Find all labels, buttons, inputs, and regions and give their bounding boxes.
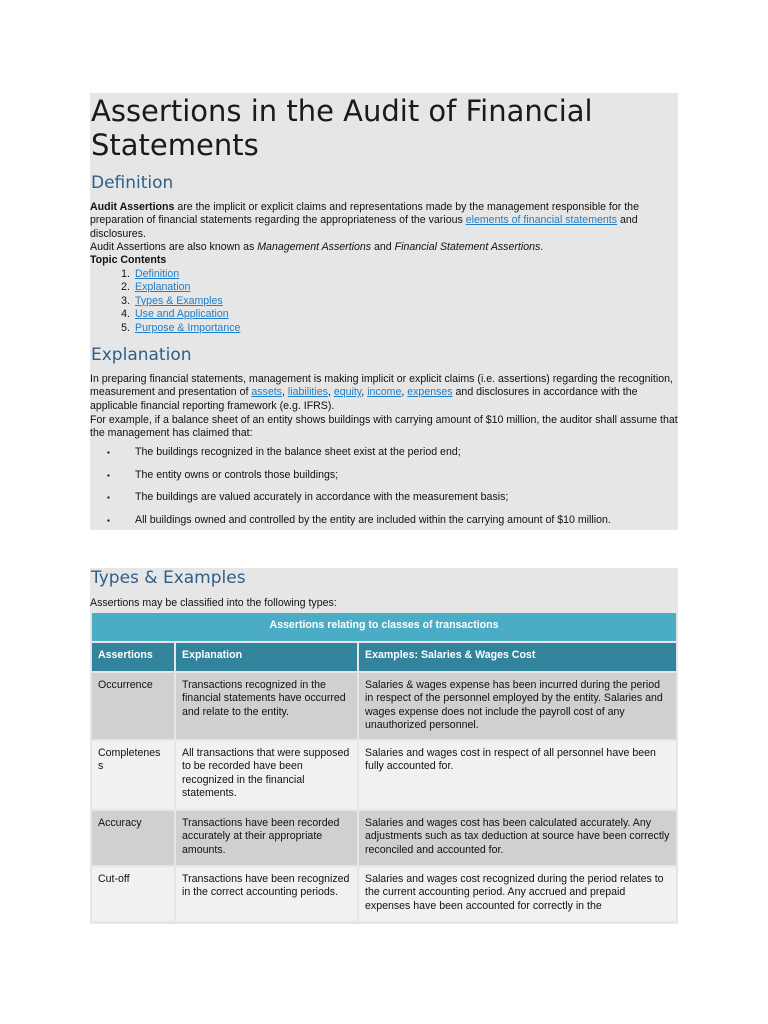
table-cell-example: Salaries & wages expense has been incurred during the period in respect of the personnel employed by the entity. Salaries and wages expense does not include the payroll cost of any unauthorized personnel. [359,673,676,739]
table-cell-explanation: Transactions have been recognized in the correct accounting periods. [176,867,357,921]
bullet-icon: ▪ [107,515,110,525]
toc-item-types-examples [110,295,240,308]
page-title: Assertions in the Audit of Financial Statements [91,94,593,162]
list-item [90,491,678,514]
explanation-paragraph-2: For example, if a balance sheet of an entity shows buildings with carrying amount of $10 million, the auditor shall assume that the management has claimed that: [90,414,678,440]
topic-contents-label [90,254,678,267]
explanation-paragraph-1 [90,373,678,413]
table-cell-example: Salaries and wages cost in respect of all personnel have been fully accounted for. [359,741,676,809]
table-cell-example: Salaries and wages cost has been calculated accurately. Any adjustments such as tax deduction at source have been correctly reconciled and accounted for. [359,811,676,865]
table-cell-assertion: Cut-off [92,867,174,921]
bullet-icon: ▪ [107,493,110,503]
bullet-text: The buildings are valued accurately in accordance with the measurement basis; [135,491,509,504]
toc-number: 3. [121,294,130,307]
table-caption: Assertions relating to classes of transactions [92,613,676,641]
table-row [92,673,676,739]
toc-number: 4. [121,308,130,321]
also-known-post: . [540,241,544,253]
list-item [90,469,678,492]
table-cell-assertion: Occurrence [92,673,174,739]
also-known-pre: Audit Assertions are also known as [90,241,258,253]
bullet-text: The entity owns or controls those buildings; [135,468,339,481]
types-examples-heading: Types & Examples [91,568,246,588]
separator: , [327,386,334,399]
table-caption-row [92,613,676,641]
toc-link-use-application[interactable]: Use and Application [135,308,229,321]
toc-item-purpose-importance [110,322,240,335]
elements-of-financial-statements-link[interactable]: elements of financial statements [465,214,618,227]
topic-contents-label-text: Topic Contents [90,254,167,266]
expenses-link[interactable]: expenses [407,386,453,399]
bullet-icon: ▪ [107,448,110,457]
definition-paragraph [90,201,678,241]
separator: , [401,386,408,399]
assets-link[interactable]: assets [251,386,282,399]
toc-link-types-examples[interactable]: Types & Examples [135,294,223,307]
explanation-text-pre: In preparing financial statements, management is making implicit or explicit claims (i.e. assertions) regarding the recognition, measurement and presentation of [90,373,673,399]
definition-heading: Definition [91,173,174,193]
definition-text-2: and disclosures. [90,214,638,240]
definition-text-1: are the implicit or explicit claims and representations made by the management responsible for the preparation of financial statements regarding the appropriateness of the various [90,201,639,227]
management-assertions-term: Management Assertions [257,241,372,253]
table-cell-example: Salaries and wages cost recognized during the period relates to the current accounting period. Any accrued and prepaid expenses have been accounted for correctly in the [359,867,676,921]
table-cell-explanation: All transactions that were supposed to be recorded have been recognized in the financial statements. [176,741,357,809]
also-known-mid: and [371,241,395,253]
toc-number: 2. [121,281,130,294]
table-cell-assertion: Accuracy [92,811,174,865]
income-link[interactable]: income [367,386,402,399]
bullet-icon: ▪ [107,470,110,480]
table-cell-explanation: Transactions have been recorded accurately at their appropriate amounts. [176,811,357,865]
column-header-examples: Examples: Salaries & Wages Cost [359,643,676,671]
toc-item-use-application [110,308,240,321]
separator: , [361,386,368,399]
topic-contents-list [110,268,240,335]
toc-item-definition [110,268,240,281]
table-cell-explanation: Transactions recognized in the financial statements have occurred and relate to the entity. [176,673,357,739]
assertions-table [90,611,678,923]
toc-item-explanation [110,281,240,294]
also-known-as-paragraph [90,241,678,254]
column-header-explanation: Explanation [176,643,357,671]
table-cell-assertion: Completenes s [92,741,174,809]
list-item [90,446,678,469]
equity-link[interactable]: equity [333,386,362,399]
toc-number: 1. [121,268,130,280]
bullet-text: All buildings owned and controlled by the entity are included within the carrying amount of $10 million. [135,513,611,526]
explanation-heading: Explanation [91,345,192,365]
toc-link-purpose-importance[interactable]: Purpose & Importance [135,321,241,334]
financial-statement-assertions-term: Financial Statement Assertions [394,241,541,253]
definition-term: Audit Assertions [90,201,175,213]
types-intro: Assertions may be classified into the following types: [90,597,337,609]
table-row [92,811,676,865]
assertion-bullet-list [90,446,678,536]
liabilities-link[interactable]: liabilities [287,386,328,399]
toc-number: 5. [121,321,130,334]
separator: , [281,386,288,399]
table-header-row [92,643,676,671]
toc-link-definition[interactable]: Definition [135,268,180,280]
table-row [92,741,676,809]
column-header-assertions: Assertions [92,643,174,671]
table-row [92,867,676,921]
explanation-text-post: and disclosures in accordance with the applicable financial reporting framework (e.g. IFRS). [90,386,638,412]
toc-link-explanation[interactable]: Explanation [135,281,191,294]
list-item [90,514,678,537]
bullet-text: The buildings recognized in the balance sheet exist at the period end; [135,446,461,458]
